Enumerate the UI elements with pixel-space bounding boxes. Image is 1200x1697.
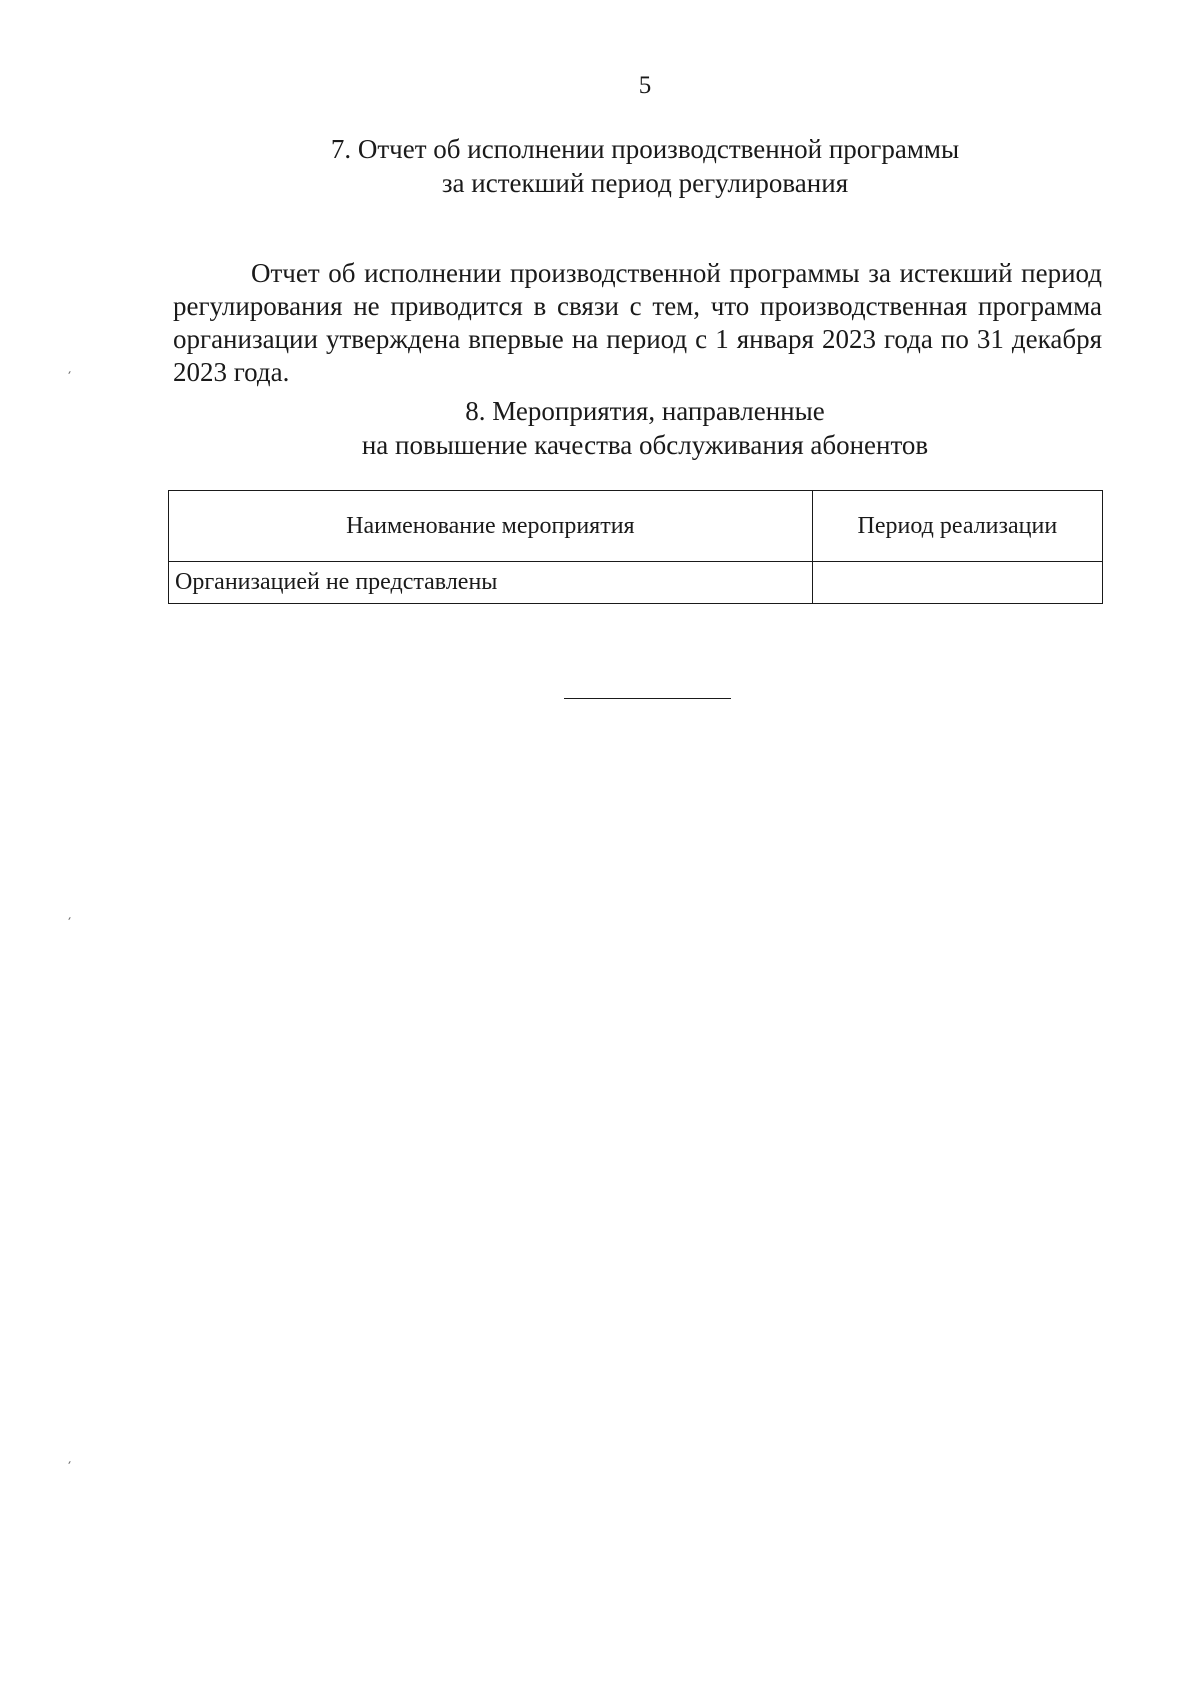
column-header-implementation-period: Период реализации bbox=[812, 491, 1102, 562]
table-header-row bbox=[169, 491, 1103, 562]
table-row bbox=[169, 562, 1103, 604]
section-8-heading-line-1: 8. Мероприятия, направленные bbox=[465, 396, 825, 426]
measures-table bbox=[168, 490, 1103, 604]
column-header-measure-name: Наименование мероприятия bbox=[169, 491, 813, 562]
section-8-heading bbox=[0, 394, 1200, 462]
table-cell-measure-name: Организацией не представлены bbox=[169, 562, 813, 604]
table-cell-implementation-period bbox=[812, 562, 1102, 604]
section-7-paragraph: Отчет об исполнении производственной программы за истекший период регулирования не приводится в связи с тем, что производственная программа организации утверждена впервые на период с 1 января 2023 года по 31 декабря 2023 года. bbox=[173, 258, 1102, 387]
section-7-heading-line-2: за истекший период регулирования bbox=[441, 168, 849, 198]
section-8-heading-line-2: на повышение качества обслуживания абонентов bbox=[361, 430, 929, 460]
scan-speck bbox=[68, 371, 70, 374]
section-7-heading bbox=[0, 132, 1200, 200]
page-number: 5 bbox=[638, 72, 652, 99]
scan-speck bbox=[68, 917, 70, 920]
end-of-document-rule bbox=[564, 698, 731, 699]
scan-speck bbox=[68, 1461, 70, 1464]
section-7-heading-line-1: 7. Отчет об исполнении производственной программы bbox=[330, 134, 960, 164]
